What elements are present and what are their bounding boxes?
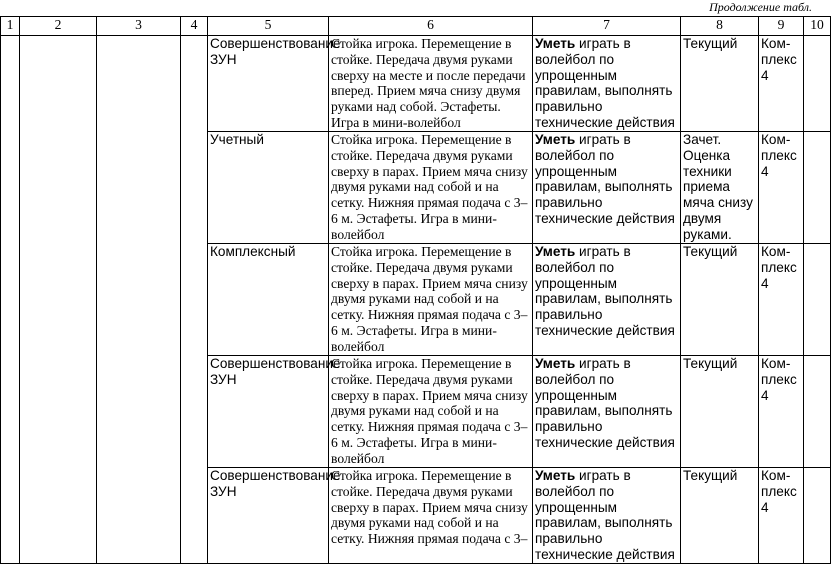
control-type-cell: Текущий bbox=[681, 244, 759, 356]
requirement-keyword: Уметь bbox=[535, 132, 576, 147]
control-type-cell: Текущий bbox=[681, 356, 759, 468]
lesson-content-cell: Стойка игрока. Перемещение в стойке. Передача двумя руками сверху на месте и после передачи вперед. Прием мяча снизу двумя руками над собой. Эстафеты. Игра в мини-волейбол bbox=[329, 36, 533, 132]
lesson-type-cell: Совершенствование ЗУН bbox=[208, 36, 329, 132]
requirement-keyword: Уметь bbox=[535, 36, 576, 51]
requirement-keyword: Уметь bbox=[535, 468, 576, 483]
column-header: 5 bbox=[208, 17, 329, 36]
empty-cell bbox=[804, 356, 831, 468]
equipment-cell: Ком-плекс 4 bbox=[759, 132, 804, 244]
column-header: 9 bbox=[759, 17, 804, 36]
requirement-text: играть в волейбол по упрощенным правилам, выполнять правильно технические действия bbox=[535, 356, 675, 450]
requirements-cell bbox=[533, 36, 681, 132]
equipment-cell: Ком-плекс 4 bbox=[759, 36, 804, 132]
lesson-type-cell: Комплексный bbox=[208, 244, 329, 356]
control-type-cell: Текущий bbox=[681, 36, 759, 132]
lesson-content-cell: Стойка игрока. Перемещение в стойке. Передача двумя руками сверху в парах. Прием мяча снизу двумя руками над собой и на сетку. Нижняя прямая подача с 3–6 м. Эстафеты. Игра в мини-волейбол bbox=[329, 132, 533, 244]
column-header: 1 bbox=[1, 17, 20, 36]
equipment-cell: Ком-плекс 4 bbox=[759, 244, 804, 356]
table-row bbox=[1, 36, 831, 132]
empty-cell bbox=[804, 244, 831, 356]
column-header: 10 bbox=[804, 17, 831, 36]
equipment-cell: Ком-плекс 4 bbox=[759, 468, 804, 564]
empty-cell bbox=[97, 36, 181, 564]
lesson-type-cell: Совершенствование ЗУН bbox=[208, 468, 329, 564]
empty-cell bbox=[20, 36, 97, 564]
requirement-text: играть в волейбол по упрощенным правилам, выполнять правильно технические действия bbox=[535, 132, 675, 226]
column-header: 2 bbox=[20, 17, 97, 36]
requirement-keyword: Уметь bbox=[535, 356, 576, 371]
column-header: 4 bbox=[181, 17, 208, 36]
lesson-type-cell: Совершенствование ЗУН bbox=[208, 356, 329, 468]
requirement-text: играть в волейбол по упрощенным правилам, выполнять правильно технические действия bbox=[535, 244, 675, 338]
equipment-cell: Ком-плекс 4 bbox=[759, 356, 804, 468]
column-header: 8 bbox=[681, 17, 759, 36]
control-type-cell: Зачет. Оценка техники приема мяча снизу двумя руками. bbox=[681, 132, 759, 244]
requirements-cell bbox=[533, 356, 681, 468]
column-header: 3 bbox=[97, 17, 181, 36]
requirements-cell bbox=[533, 468, 681, 564]
requirement-text: играть в волейбол по упрощенным правилам, выполнять правильно технические действия bbox=[535, 468, 675, 562]
requirement-text: играть в волейбол по упрощенным правилам, выполнять правильно технические действия bbox=[535, 36, 675, 130]
empty-cell bbox=[804, 468, 831, 564]
column-header: 6 bbox=[329, 17, 533, 36]
empty-cell bbox=[804, 132, 831, 244]
lesson-plan-table bbox=[0, 16, 831, 564]
requirement-keyword: Уметь bbox=[535, 244, 576, 259]
lesson-content-cell: Стойка игрока. Перемещение в стойке. Передача двумя руками сверху в парах. Прием мяча снизу двумя руками над собой и на сетку. Нижняя прямая подача с 3–6 м. Эстафеты. Игра в мини-волейбол bbox=[329, 244, 533, 356]
requirements-cell bbox=[533, 132, 681, 244]
empty-cell bbox=[804, 36, 831, 132]
table-continuation-caption: Продолжение табл. bbox=[709, 0, 812, 14]
requirements-cell bbox=[533, 244, 681, 356]
control-type-cell: Текущий bbox=[681, 468, 759, 564]
lesson-content-cell: Стойка игрока. Перемещение в стойке. Передача двумя руками сверху в парах. Прием мяча снизу двумя руками над собой и на сетку. Нижняя прямая подача с 3– bbox=[329, 468, 533, 564]
column-header: 7 bbox=[533, 17, 681, 36]
lesson-type-cell: Учетный bbox=[208, 132, 329, 244]
empty-cell bbox=[181, 36, 208, 564]
lesson-content-cell: Стойка игрока. Перемещение в стойке. Передача двумя руками сверху в парах. Прием мяча снизу двумя руками над собой и на сетку. Нижняя прямая подача с 3–6 м. Эстафеты. Игра в мини-волейбол bbox=[329, 356, 533, 468]
column-number-row bbox=[1, 17, 831, 36]
empty-cell bbox=[1, 36, 20, 564]
